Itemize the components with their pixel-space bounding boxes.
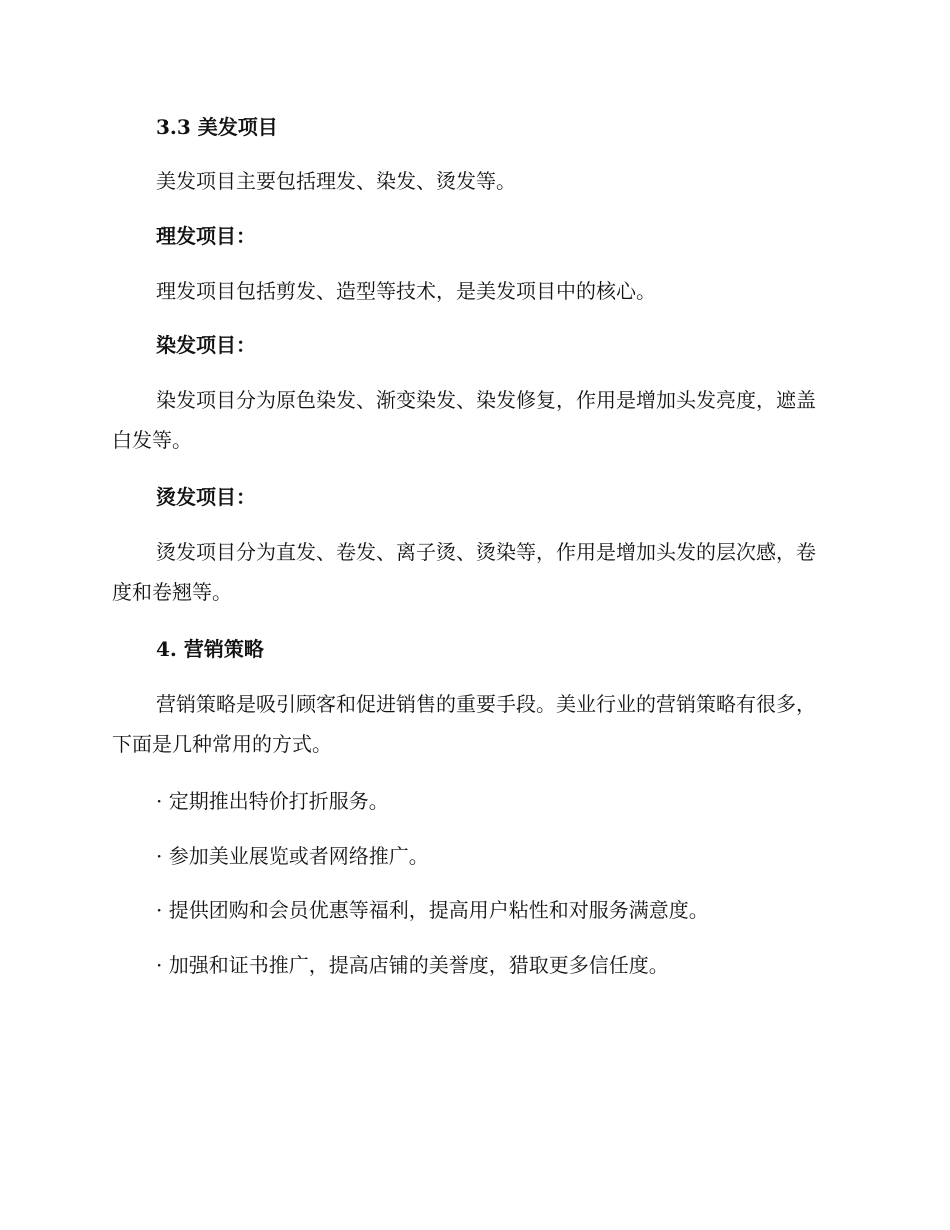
section-4-heading: 4. 营销策略 [156,637,264,661]
section-4-intro: 营销策略是吸引顾客和促进销售的重要手段。美业行业的营销策略有很多，下面是几种常用的方式。 [112,692,816,756]
section-3-3-intro: 美发项目主要包括理发、染发、烫发等。 [156,169,516,193]
dye-heading: 染发项目： [156,333,256,357]
haircut-heading: 理发项目： [156,224,256,248]
list-item: · 加强和证书推广，提高店铺的美誉度，猎取更多信任度。 [156,953,669,977]
perm-heading: 烫发项目： [156,485,256,509]
list-item: · 参加美业展览或者网络推广。 [156,844,429,868]
dye-text: 染发项目分为原色染发、渐变染发、染发修复，作用是增加头发亮度，遮盖白发等。 [112,388,816,452]
list-item: · 定期推出特价打折服务。 [156,789,389,813]
list-item: · 提供团购和会员优惠等福利，提高用户粘性和对服务满意度。 [156,898,709,922]
section-3-3-heading: 3.3 美发项目 [156,115,278,139]
haircut-text: 理发项目包括剪发、造型等技术，是美发项目中的核心。 [156,279,656,303]
perm-text: 烫发项目分为直发、卷发、离子烫、烫染等，作用是增加头发的层次感，卷度和卷翘等。 [112,540,816,604]
